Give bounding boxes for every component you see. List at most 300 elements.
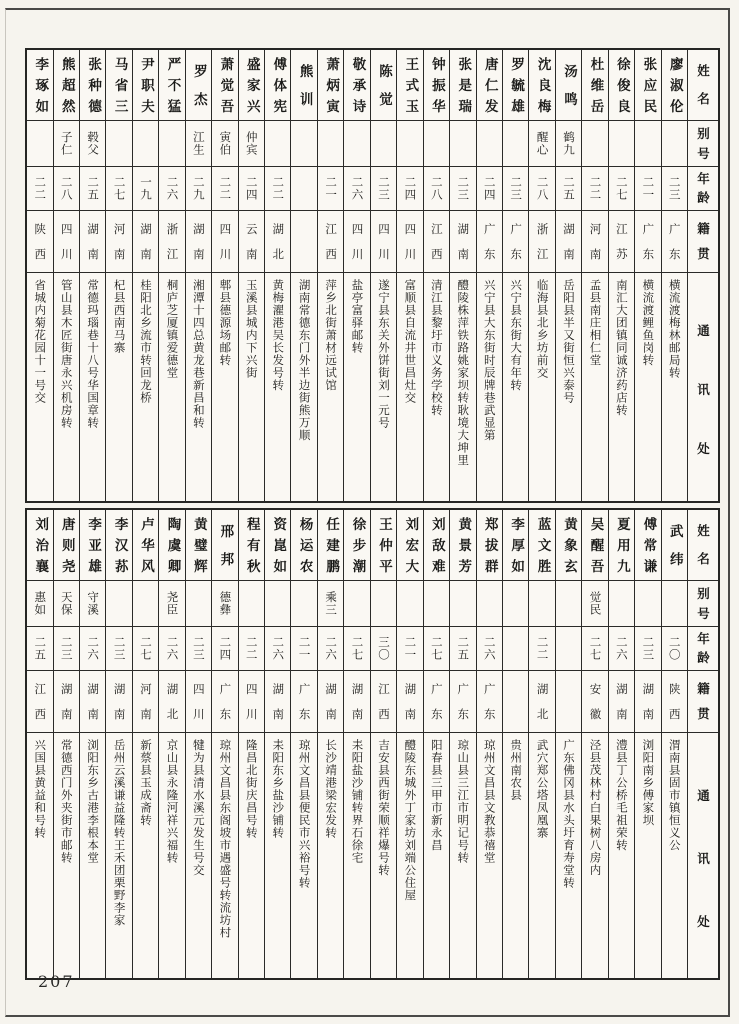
person-origin: 浙 江 xyxy=(529,211,554,273)
person-name: 陈 觉 xyxy=(371,50,396,121)
person-column xyxy=(27,50,52,501)
person-name: 李 亚 雄 xyxy=(80,510,105,581)
person-address: 遂宁县东关外饼街刘一元号 xyxy=(376,279,391,429)
person-age: 二六 xyxy=(159,167,184,211)
person-alias xyxy=(450,581,475,627)
person-column xyxy=(528,510,554,978)
person-origin: 湖 南 xyxy=(318,671,343,733)
person-column xyxy=(423,50,449,501)
person-column xyxy=(317,50,343,501)
person-alias xyxy=(371,581,396,627)
person-origin: 江 西 xyxy=(371,671,396,733)
person-age xyxy=(556,627,581,671)
person-address: 兴宁县东街大有年转 xyxy=(509,279,524,392)
person-column xyxy=(79,50,105,501)
person-address: 萍乡北街萧材远试馆 xyxy=(324,279,339,392)
person-column xyxy=(238,510,264,978)
page-number: 207 xyxy=(38,972,75,991)
person-alias xyxy=(635,581,660,627)
person-origin: 湖 北 xyxy=(159,671,184,733)
person-address: 常德西门外夹街市邮转 xyxy=(59,739,74,864)
person-address: 桐庐芝厦镇爱德堂 xyxy=(165,279,180,379)
row-header-column xyxy=(687,50,718,501)
person-address: 玉溪县城内下兴街 xyxy=(244,279,259,379)
person-age: 二一 xyxy=(291,627,316,671)
person-origin: 江 苏 xyxy=(609,211,634,273)
row-header-name: 姓 名 xyxy=(688,50,718,121)
person-address: 阳春县三甲市新永昌 xyxy=(429,739,444,852)
person-origin: 四 川 xyxy=(54,211,79,273)
person-name: 徐 俊 良 xyxy=(609,50,634,121)
person-age: 二八 xyxy=(529,167,554,211)
person-column xyxy=(343,50,369,501)
person-column xyxy=(555,50,581,501)
person-column xyxy=(476,510,502,978)
person-address: 黄梅濯港吴长发号转 xyxy=(271,279,286,392)
person-column xyxy=(343,510,369,978)
person-address: 长沙靖港梁宏发转 xyxy=(324,739,339,839)
person-alias xyxy=(344,121,369,167)
person-alias: 仲宾 xyxy=(239,121,264,167)
person-column xyxy=(661,50,687,501)
person-origin: 四 川 xyxy=(371,211,396,273)
person-name: 马 省 三 xyxy=(106,50,131,121)
person-name: 王 式 玉 xyxy=(397,50,422,121)
person-address: 岳阳县半又街恒兴泰号 xyxy=(562,279,577,404)
person-age: 二七 xyxy=(424,627,449,671)
person-age xyxy=(503,627,528,671)
person-alias xyxy=(503,121,528,167)
person-name: 蓝 文 胜 xyxy=(529,510,554,581)
person-origin: 广 东 xyxy=(450,671,475,733)
person-address: 广东佛冈县水头圩育寿堂转 xyxy=(562,739,577,889)
person-alias: 觉民 xyxy=(582,581,607,627)
person-name: 唐 仁 发 xyxy=(477,50,502,121)
person-alias xyxy=(529,581,554,627)
person-column xyxy=(634,510,660,978)
person-origin: 湖 南 xyxy=(556,211,581,273)
person-alias: 醒心 xyxy=(529,121,554,167)
person-age: 二三 xyxy=(450,167,475,211)
person-name: 黄 璧 辉 xyxy=(186,510,211,581)
person-name: 程 有 秋 xyxy=(239,510,264,581)
person-column xyxy=(290,510,316,978)
person-address: 湘潭十四总黄龙巷新昌和转 xyxy=(191,279,206,429)
person-origin: 广 东 xyxy=(503,211,528,273)
person-origin: 湖 南 xyxy=(265,671,290,733)
person-name: 任 建 鹏 xyxy=(318,510,343,581)
person-name: 汤 鸣 xyxy=(556,50,581,121)
person-age: 二三 xyxy=(54,627,79,671)
person-age: 二六 xyxy=(477,627,502,671)
person-name: 夏 用 九 xyxy=(609,510,634,581)
person-alias xyxy=(450,121,475,167)
person-alias xyxy=(503,581,528,627)
person-origin: 湖 南 xyxy=(80,211,105,273)
person-column xyxy=(502,510,528,978)
row-header-origin: 籍 贯 xyxy=(688,671,718,733)
row-header-column xyxy=(687,510,718,978)
person-origin: 广 东 xyxy=(424,671,449,733)
person-origin: 四 川 xyxy=(397,211,422,273)
person-column xyxy=(158,510,184,978)
person-origin: 浙 江 xyxy=(159,211,184,273)
person-address: 浏阳南乡傅家坝 xyxy=(641,739,656,827)
person-origin: 陕 西 xyxy=(662,671,687,733)
directory-table-top xyxy=(25,48,720,503)
person-column xyxy=(581,50,607,501)
person-age: 二四 xyxy=(397,167,422,211)
person-column xyxy=(158,50,184,501)
person-address: 醴陵东城外丁家坊刘端公住屋 xyxy=(403,739,418,902)
person-age: 二三 xyxy=(662,167,687,211)
person-age: 一九 xyxy=(133,167,158,211)
person-name: 萧 觉 吾 xyxy=(212,50,237,121)
person-alias xyxy=(556,581,581,627)
person-origin: 河 南 xyxy=(582,211,607,273)
row-header-origin: 籍 贯 xyxy=(688,211,718,273)
person-address: 富顺县自流井世昌灶交 xyxy=(403,279,418,404)
person-alias xyxy=(291,581,316,627)
row-header-age: 年 龄 xyxy=(688,627,718,671)
person-address: 吉安县西街荣顺祥爆号转 xyxy=(376,739,391,877)
person-column xyxy=(370,510,396,978)
person-origin: 四 川 xyxy=(239,671,264,733)
person-column xyxy=(264,50,290,501)
person-alias xyxy=(397,581,422,627)
person-age: 二七 xyxy=(344,627,369,671)
person-column xyxy=(370,50,396,501)
person-alias xyxy=(582,121,607,167)
person-age: 二四 xyxy=(212,627,237,671)
person-age: 二三 xyxy=(635,627,660,671)
person-column xyxy=(79,510,105,978)
person-origin: 湖 南 xyxy=(80,671,105,733)
person-age: 二六 xyxy=(159,627,184,671)
person-name: 资 崑 如 xyxy=(265,510,290,581)
person-address: 兴宁县大东街时辰牌巷武显第 xyxy=(482,279,497,442)
person-age: 二六 xyxy=(318,627,343,671)
person-alias: 子仁 xyxy=(54,121,79,167)
person-column xyxy=(211,510,237,978)
person-origin: 河 南 xyxy=(106,211,131,273)
person-age: 二五 xyxy=(80,167,105,211)
person-column xyxy=(581,510,607,978)
person-name: 傅 常 谦 xyxy=(635,510,660,581)
person-age: 二七 xyxy=(133,627,158,671)
person-alias: 德彝 xyxy=(212,581,237,627)
person-origin: 四 川 xyxy=(344,211,369,273)
person-age: 二七 xyxy=(609,167,634,211)
person-address: 隆昌北街庆昌号转 xyxy=(244,739,259,839)
person-name: 李 厚 如 xyxy=(503,510,528,581)
person-name: 郑 拔 群 xyxy=(477,510,502,581)
person-name: 卢 华 风 xyxy=(133,510,158,581)
person-name: 刘 宏 大 xyxy=(397,510,422,581)
person-origin: 安 徽 xyxy=(582,671,607,733)
person-address: 岳州云溪谦益隆转王禾团栗野李家 xyxy=(112,739,127,927)
person-alias xyxy=(239,581,264,627)
person-alias: 江生 xyxy=(186,121,211,167)
person-origin: 广 东 xyxy=(477,671,502,733)
person-column xyxy=(132,510,158,978)
person-origin: 江 西 xyxy=(424,211,449,273)
directory-table-bottom xyxy=(25,508,720,980)
person-column xyxy=(661,510,687,978)
person-column xyxy=(185,510,211,978)
person-age: 二三 xyxy=(186,627,211,671)
person-address: 琼山县三江市明记号转 xyxy=(456,739,471,864)
person-address: 耒阳东乡盐沙铺转 xyxy=(271,739,286,839)
person-address: 京山县永隆河祥兴福转 xyxy=(165,739,180,864)
person-age: 二三 xyxy=(106,627,131,671)
person-column xyxy=(502,50,528,501)
person-column xyxy=(449,510,475,978)
person-name: 武 纬 xyxy=(662,510,687,581)
person-origin: 湖 北 xyxy=(529,671,554,733)
person-column xyxy=(608,510,634,978)
person-origin: 河 南 xyxy=(133,671,158,733)
person-address: 新蔡县玉成斋转 xyxy=(139,739,154,827)
person-age: 二三 xyxy=(503,167,528,211)
row-header-name: 姓 名 xyxy=(688,510,718,581)
row-header-age: 年 龄 xyxy=(688,167,718,211)
person-alias xyxy=(106,121,131,167)
person-address: 盐亭富驿邮转 xyxy=(350,279,365,354)
person-name: 张 种 德 xyxy=(80,50,105,121)
person-name: 王 仲 平 xyxy=(371,510,396,581)
person-age: 二二 xyxy=(239,627,264,671)
person-name: 严 不 猛 xyxy=(159,50,184,121)
person-address: 澧县丁公桥毛祖荣转 xyxy=(614,739,629,852)
person-age: 二二 xyxy=(27,167,52,211)
person-alias: 尧臣 xyxy=(159,581,184,627)
person-age: 二二 xyxy=(582,167,607,211)
person-column xyxy=(185,50,211,501)
person-column xyxy=(608,50,634,501)
person-age: 二四 xyxy=(477,167,502,211)
person-column xyxy=(528,50,554,501)
person-origin: 广 东 xyxy=(635,211,660,273)
person-name: 张 应 民 xyxy=(635,50,660,121)
person-address: 浏阳东乡古港李根本堂 xyxy=(86,739,101,864)
person-age: 二八 xyxy=(424,167,449,211)
person-age xyxy=(291,167,316,211)
person-address: 临海县北乡坊前交 xyxy=(535,279,550,379)
person-origin: 广 东 xyxy=(662,211,687,273)
person-origin: 湖 南 xyxy=(186,211,211,273)
person-age: 二七 xyxy=(106,167,131,211)
person-alias xyxy=(265,121,290,167)
person-column xyxy=(105,510,131,978)
person-alias xyxy=(477,121,502,167)
person-age: 二二 xyxy=(212,167,237,211)
person-address: 泾县茂林村白果树八房内 xyxy=(588,739,603,877)
person-name: 罗 杰 xyxy=(186,50,211,121)
person-origin xyxy=(503,671,528,733)
person-name: 敬 承 诗 xyxy=(344,50,369,121)
person-name: 杨 运 农 xyxy=(291,510,316,581)
person-alias: 毂父 xyxy=(80,121,105,167)
person-name: 萧 炳 寅 xyxy=(318,50,343,121)
person-column xyxy=(476,50,502,501)
person-name: 熊 超 然 xyxy=(54,50,79,121)
person-alias xyxy=(662,121,687,167)
person-age: 二六 xyxy=(344,167,369,211)
person-alias: 天保 xyxy=(54,581,79,627)
person-name: 唐 则 尧 xyxy=(54,510,79,581)
person-column xyxy=(423,510,449,978)
person-column xyxy=(396,50,422,501)
person-alias xyxy=(344,581,369,627)
person-alias xyxy=(133,121,158,167)
person-name: 傅 体 宪 xyxy=(265,50,290,121)
person-address: 横流渡鲤鱼岗转 xyxy=(641,279,656,367)
person-origin: 湖 南 xyxy=(397,671,422,733)
person-address: 管山县木匠街唐永兴机房转 xyxy=(59,279,74,429)
person-name: 刘 治 襄 xyxy=(27,510,52,581)
person-age: 二二 xyxy=(265,167,290,211)
person-address: 湖南常德东门外半边街熊万顺 xyxy=(297,279,312,442)
person-origin: 湖 南 xyxy=(344,671,369,733)
person-age: 二六 xyxy=(80,627,105,671)
person-column xyxy=(634,50,660,501)
person-name: 黄 景 芳 xyxy=(450,510,475,581)
person-column xyxy=(238,50,264,501)
person-origin xyxy=(556,671,581,733)
person-name: 吴 醒 吾 xyxy=(582,510,607,581)
person-alias xyxy=(662,581,687,627)
person-address: 琼州文昌县文教恭禧堂 xyxy=(482,739,497,864)
person-age: 二七 xyxy=(582,627,607,671)
person-alias xyxy=(27,121,52,167)
person-alias: 鹤九 xyxy=(556,121,581,167)
person-alias xyxy=(318,121,343,167)
person-age: 二二 xyxy=(529,627,554,671)
person-column xyxy=(317,510,343,978)
person-origin: 湖 南 xyxy=(450,211,475,273)
person-origin: 云 南 xyxy=(239,211,264,273)
person-name: 李 琢 如 xyxy=(27,50,52,121)
person-name: 刘 敌 难 xyxy=(424,510,449,581)
person-alias: 乘三 xyxy=(318,581,343,627)
person-name: 廖 淑 伦 xyxy=(662,50,687,121)
person-address: 渭南县固市镇恒义公 xyxy=(667,739,682,852)
person-address: 琼州文昌县东阁坡市遇盛号转流坊村 xyxy=(218,739,233,939)
person-alias xyxy=(159,121,184,167)
person-address: 省城内菊花园十一号交 xyxy=(33,279,48,404)
row-header-address: 通 讯 处 xyxy=(695,324,711,456)
person-column xyxy=(105,50,131,501)
person-alias xyxy=(477,581,502,627)
row-header-alias: 别 号 xyxy=(688,121,718,167)
person-origin: 四 川 xyxy=(212,211,237,273)
person-name: 沈 良 梅 xyxy=(529,50,554,121)
person-address: 杞县西南马寨 xyxy=(112,279,127,354)
person-alias xyxy=(424,121,449,167)
person-alias xyxy=(397,121,422,167)
person-age: 二九 xyxy=(186,167,211,211)
person-origin: 陕 西 xyxy=(27,211,52,273)
person-column xyxy=(53,510,79,978)
person-origin: 湖 南 xyxy=(609,671,634,733)
person-address: 武穴郑公塔凤凰寨 xyxy=(535,739,550,839)
person-name: 杜 维 岳 xyxy=(582,50,607,121)
person-origin: 广 东 xyxy=(477,211,502,273)
person-origin: 湖 南 xyxy=(635,671,660,733)
person-name: 陶 虞 卿 xyxy=(159,510,184,581)
person-origin: 湖 南 xyxy=(54,671,79,733)
person-origin: 湖 南 xyxy=(106,671,131,733)
person-alias xyxy=(265,581,290,627)
person-name: 钟 振 华 xyxy=(424,50,449,121)
person-alias: 惠如 xyxy=(27,581,52,627)
person-column xyxy=(132,50,158,501)
person-alias: 寅伯 xyxy=(212,121,237,167)
person-address: 横流渡梅林邮局转 xyxy=(667,279,682,379)
person-address: 郫县德源场邮转 xyxy=(218,279,233,367)
person-name: 盛 家 兴 xyxy=(239,50,264,121)
person-age: 二六 xyxy=(265,627,290,671)
person-address: 贵州南农县 xyxy=(509,739,524,802)
person-address: 常德玛瑙巷十八号华国章转 xyxy=(86,279,101,429)
person-alias xyxy=(609,121,634,167)
person-origin: 湖 北 xyxy=(265,211,290,273)
person-age: 二五 xyxy=(27,627,52,671)
person-origin: 四 川 xyxy=(186,671,211,733)
person-age: 二六 xyxy=(609,627,634,671)
person-alias xyxy=(609,581,634,627)
person-age: 二一 xyxy=(318,167,343,211)
person-origin: 江 西 xyxy=(27,671,52,733)
person-address: 犍为县清水溪元发生号交 xyxy=(191,739,206,877)
person-alias xyxy=(635,121,660,167)
person-age: 二五 xyxy=(450,627,475,671)
person-alias xyxy=(106,581,131,627)
person-origin: 江 西 xyxy=(318,211,343,273)
person-origin: 广 东 xyxy=(212,671,237,733)
person-alias xyxy=(133,581,158,627)
person-age: 二一 xyxy=(397,627,422,671)
person-address: 琼州文昌县便民市兴裕号转 xyxy=(297,739,312,889)
person-address: 孟县南庄相仁堂 xyxy=(588,279,603,367)
person-column xyxy=(211,50,237,501)
person-address: 南汇大团镇同诚济药店转 xyxy=(614,279,629,417)
person-address: 清江县黎圩市义务学校转 xyxy=(429,279,444,417)
person-name: 张 是 瑞 xyxy=(450,50,475,121)
person-age: 二三 xyxy=(371,167,396,211)
person-address: 兴国县黄益和号转 xyxy=(33,739,48,839)
person-name: 李 汉 荪 xyxy=(106,510,131,581)
person-alias: 守溪 xyxy=(80,581,105,627)
person-address: 桂阳北乡流市转回龙桥 xyxy=(139,279,154,404)
person-age: 三〇 xyxy=(371,627,396,671)
person-name: 邢 邦 xyxy=(212,510,237,581)
person-name: 徐 步 潮 xyxy=(344,510,369,581)
person-name: 尹 职 夫 xyxy=(133,50,158,121)
person-origin xyxy=(291,211,316,273)
person-age: 二〇 xyxy=(662,627,687,671)
person-alias xyxy=(186,581,211,627)
person-origin: 湖 南 xyxy=(133,211,158,273)
person-age: 二四 xyxy=(239,167,264,211)
person-alias xyxy=(371,121,396,167)
person-origin: 广 东 xyxy=(291,671,316,733)
row-header-address: 通 讯 处 xyxy=(695,788,711,929)
person-name: 罗 毓 雄 xyxy=(503,50,528,121)
person-column xyxy=(53,50,79,501)
person-column xyxy=(264,510,290,978)
